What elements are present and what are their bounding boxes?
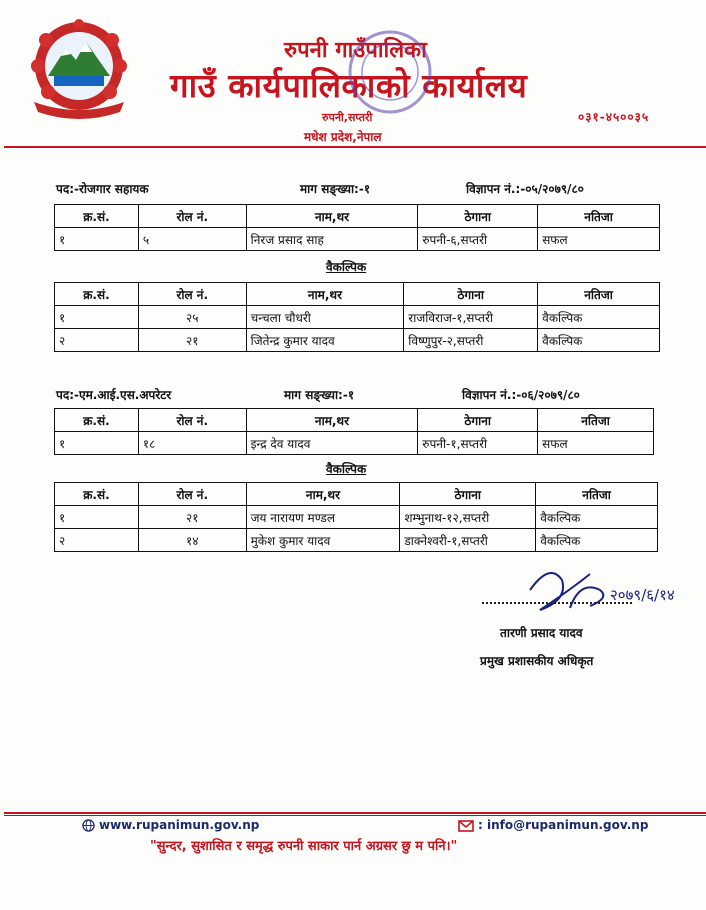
column-header: नतिजा (538, 283, 660, 306)
cell-roll: १४ (138, 529, 246, 552)
cell-roll: २५ (138, 306, 246, 329)
table-row (55, 228, 660, 251)
cell-address: रुपनी-६,सप्तरी (418, 228, 538, 251)
cell-roll: ५ (138, 228, 246, 251)
post-title: पद:-रोजगार सहायक (56, 182, 149, 196)
table-row (55, 506, 658, 529)
signature-date: २०७९/६/१४ (610, 586, 675, 604)
column-header: नाम,थर (246, 409, 418, 432)
table-row (55, 529, 658, 552)
cell-serial: १ (55, 432, 139, 455)
column-header: नतिजा (538, 205, 660, 228)
cell-result: सफल (538, 228, 660, 251)
header-rule (4, 146, 706, 148)
cell-serial: १ (55, 228, 139, 251)
website-text: www.rupanimun.gov.np (99, 818, 260, 832)
cell-name: इन्द्र देव यादव (246, 432, 418, 455)
cell-serial: २ (55, 329, 139, 352)
column-header: नाम,थर (246, 283, 404, 306)
cell-result: वैकल्पिक (536, 529, 658, 552)
table-row (55, 329, 660, 352)
cell-result: वैकल्पिक (538, 306, 660, 329)
column-header: रोल नं. (138, 483, 246, 506)
column-header: नतिजा (538, 409, 654, 432)
table-row (55, 432, 654, 455)
column-header: नाम,थर (246, 483, 400, 506)
table-header-row (55, 409, 654, 432)
post-info-row (56, 180, 656, 198)
office-title: गाउँ कार्यपालिकाको कार्यालय (170, 66, 528, 105)
column-header: नतिजा (536, 483, 658, 506)
cell-address: डाक्नेश्वरी-१,सप्तरी (400, 529, 536, 552)
table-header-row (55, 483, 658, 506)
cell-serial: २ (55, 529, 139, 552)
signatory-name: तारणी प्रसाद यादव (500, 626, 583, 640)
org-name: रुपनी गाउँपालिका (284, 38, 427, 63)
column-header: क्र.सं. (55, 483, 139, 506)
cell-serial: १ (55, 506, 139, 529)
alternate-table (54, 282, 660, 352)
signatory-title: प्रमुख प्रशासकीय अधिकृत (480, 654, 594, 668)
cell-result: वैकल्पिक (538, 329, 660, 352)
cell-roll: २१ (138, 506, 246, 529)
cell-serial: १ (55, 306, 139, 329)
cell-roll: २१ (138, 329, 246, 352)
cell-name: जय नारायण मण्डल (246, 506, 400, 529)
post-title: पद:-एम.आई.एस.अपरेटर (56, 388, 172, 402)
table-header-row (55, 205, 660, 228)
footer-slogan: "सुन्दर, सुशासित र समृद्ध रुपनी साकार पार्न अग्रसर छु म पनि।" (150, 839, 458, 854)
results-table (54, 204, 660, 251)
signature-line (482, 602, 632, 604)
column-header: क्र.सं. (55, 283, 139, 306)
column-header: ठेगाना (418, 205, 538, 228)
column-header: रोल नं. (138, 409, 246, 432)
column-header: क्र.सं. (55, 409, 139, 432)
table-header-row (55, 283, 660, 306)
cell-name: मुकेश कुमार यादव (246, 529, 400, 552)
handwritten-signature (510, 560, 700, 620)
footer-website[interactable] (82, 818, 259, 832)
footer-rule-thin (4, 815, 706, 816)
office-stamp (336, 22, 444, 122)
phone-number: ०३१-४५००३५ (578, 110, 650, 124)
nepal-emblem-icon (24, 14, 134, 122)
column-header: ठेगाना (400, 483, 536, 506)
footer-rule (4, 812, 706, 814)
column-header: ठेगाना (404, 283, 538, 306)
cell-name: जितेन्द्र कुमार यादव (246, 329, 404, 352)
column-header: रोल नं. (138, 205, 246, 228)
column-header: रोल नं. (138, 283, 246, 306)
cell-address: विष्णुपुर-२,सप्तरी (404, 329, 538, 352)
demand-count: माग सङ्ख्या:-१ (300, 182, 371, 196)
table-row (55, 306, 660, 329)
alternate-label: वैकल्पिक (326, 462, 367, 476)
cell-name: चन्चला चौधरी (246, 306, 404, 329)
cell-address: राजविराज-१,सप्तरी (404, 306, 538, 329)
cell-name: निरज प्रसाद साह (246, 228, 418, 251)
globe-icon (82, 819, 95, 832)
mail-icon (458, 820, 474, 832)
notice-number: विज्ञापन नं.:-०५/२०७९/८० (466, 182, 584, 196)
cell-roll: १८ (138, 432, 246, 455)
cell-address: रुपनी-१,सप्तरी (418, 432, 538, 455)
results-table (54, 408, 654, 455)
column-header: ठेगाना (418, 409, 538, 432)
address-state: मधेश प्रदेश,नेपाल (304, 130, 382, 144)
footer-email[interactable] (458, 818, 648, 832)
column-header: क्र.सं. (55, 205, 139, 228)
cell-result: वैकल्पिक (536, 506, 658, 529)
alternate-label: वैकल्पिक (326, 260, 367, 274)
email-text: : info@rupanimun.gov.np (478, 818, 649, 832)
alternate-table (54, 482, 658, 552)
demand-count: माग सङ्ख्या:-१ (284, 388, 355, 402)
cell-result: सफल (538, 432, 654, 455)
cell-address: शम्भुनाथ-१२,सप्तरी (400, 506, 536, 529)
address-district: रुपनी,सप्तरी (322, 111, 373, 124)
column-header: नाम,थर (246, 205, 418, 228)
notice-number: विज्ञापन नं.:-०६/२०७९/८० (462, 388, 580, 402)
post-info-row (56, 386, 656, 404)
